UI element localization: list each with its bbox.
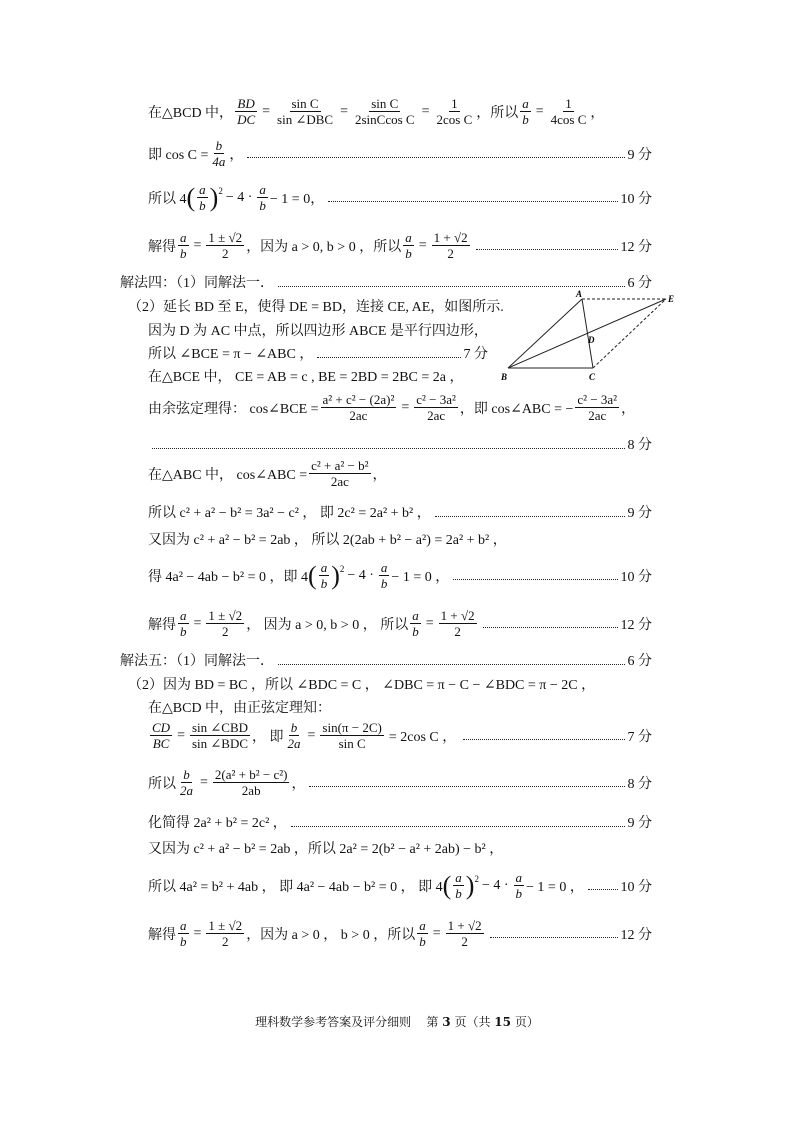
m5-line-3: $\frac{CD}{BC}$ = $\frac{\text{sin ∠CBD}}{\text{sin ∠BDC}}$ ， 即 $\frac{b}{2a}$ = $\frac{\sin(\pi - 2C)}{\text{sin C}}$ = 2cos C ， 7 分 (152, 720, 652, 751)
m4-line-8: 所以 c² + a² − b² = 3a² − c² ， 即 2c² = 2a² + b² ， 9 分 (148, 502, 652, 522)
score: 7 分 (627, 729, 652, 745)
m5-line-6: 又因为 c² + a² − b² = 2ab ，所以 2a² = 2(b² − a² + 2ab) − b² ， (148, 842, 504, 857)
m5-line-2: 在△BCD 中，由正弦定理知： (148, 701, 332, 716)
score: 12 分 (620, 927, 652, 943)
line-1: 在△BCD 中， $\frac{BD}{DC}$ = $\frac{\text{sin C}}{\text{sin ∠DBC}}$ = $\frac{\text{sin C}}{\text{2sinCcos C}}$ = $\frac{1}{\text{2cos C}}$ ，所以 $\frac{a}{b}$ = $\frac{1}{\text{4cos C}}$ ， (148, 96, 605, 127)
fraction: $\frac{1 \pm √2}{2}$ (208, 918, 243, 949)
dot-leader (453, 579, 617, 580)
segment-bd (508, 299, 666, 368)
fraction: $\frac{\text{sin ∠CBD}}{\text{sin ∠BDC}}$ (191, 720, 249, 751)
m4-line-2: 因为 D 为 AC 中点，所以四边形 ABCE 是平行四边形， (148, 324, 488, 339)
page-footer: 理科数学参考答案及评分细则 第 3 页（共 15 页） (255, 1015, 539, 1029)
fraction: $\frac{\text{c² − 3a²}}{2ac}$ (416, 392, 456, 423)
dot-leader (483, 627, 618, 628)
m4-line-5: 由余弦定理得： cos∠BCE = $\frac{\text{a² + c² − (2a)²}}{2ac}$ = $\frac{\text{c² − 3a²}}{2ac}$ ，即 cos∠ABC = − $\frac{\text{c² − 3a²}}{2ac}$ ， (148, 392, 636, 423)
m5-line-1: （2）因为 BD = BC ，所以 ∠BDC = C ， ∠DBC = π − C − ∠BDC = π − 2C ， (128, 678, 596, 693)
score: 9 分 (627, 506, 652, 521)
method-4-title: 解法四：（1）同解法一． 6 分 (120, 272, 652, 292)
line-3: 所以 4 ( $\frac{a}{b}$ ) 2 − 4 · $\frac{a}{b}$ − 1 = 0， 10 分 (148, 182, 652, 213)
m4-line-7: 在△ABC 中， cos∠ABC = $\frac{\text{c² + a² − b²}}{2ac}$ ， (148, 458, 387, 489)
fraction: $\frac{a}{b}$ (419, 918, 426, 949)
fraction: $\frac{\sin(\pi - 2C)}{\text{sin C}}$ (322, 720, 382, 751)
footer-title: 理科数学参考答案及评分细则 (255, 1015, 412, 1029)
fraction: $\frac{CD}{BC}$ (152, 720, 171, 751)
dot-leader (463, 739, 624, 740)
parallelogram-figure (496, 290, 681, 385)
label-d: D (588, 335, 595, 345)
line-2: 即 cos C = $\frac{b}{4a}$ ， 9 分 (148, 138, 652, 169)
m4-line-11: 解得 $\frac{a}{b}$ = $\frac{1 \pm √2}{2}$ ， 因为 a > 0, b > 0 ， 所以 $\frac{a}{b}$ = $\frac{1 + √2}{2}$ 12 分 (148, 608, 652, 639)
fraction: $\frac{a}{b}$ (180, 608, 187, 639)
score: 10 分 (620, 569, 652, 585)
score: 6 分 (627, 654, 652, 669)
dot-leader (588, 889, 618, 890)
fraction: $\frac{a}{b}$ (405, 230, 412, 261)
segment-ce (593, 299, 666, 368)
dot-leader (317, 357, 460, 358)
score: 9 分 (627, 816, 652, 831)
fraction: $\frac{\text{2(a² + b² − c²)}}{2ab}$ (214, 767, 288, 798)
dot-leader (309, 786, 624, 787)
fraction: $\frac{1}{\text{2cos C}}$ (436, 96, 473, 127)
label-a: A (576, 290, 583, 299)
fraction: $\frac{1}{\text{4cos C}}$ (550, 96, 587, 127)
fraction: $\frac{1 \pm √2}{2}$ (208, 230, 243, 261)
fraction: $\frac{a}{b}$ (412, 608, 419, 639)
fraction: $\frac{1 + √2}{2}$ (433, 230, 468, 261)
method-5-title: 解法五：（1）同解法一． 6 分 (120, 650, 652, 670)
fraction: $\frac{\text{c² + a² − b²}}{2ac}$ (311, 458, 369, 489)
fraction: $\frac{\text{sin C}}{\text{2sinCcos C}}$ (354, 96, 415, 127)
label-e: E (668, 294, 675, 304)
fraction: $\frac{\text{sin C}}{\text{sin ∠DBC}}$ (277, 96, 334, 127)
dot-leader (247, 157, 624, 158)
m4-line-6 (148, 434, 652, 454)
m4-line-10: 得 4a² − 4ab − b² = 0 ，即 4 ( $\frac{a}{b}$ ) 2 − 4 · $\frac{a}{b}$ − 1 = 0 ， 10 分 (148, 560, 652, 591)
fraction: $\frac{BD}{DC}$ (237, 96, 256, 127)
fraction: $\frac{\text{c² − 3a²}}{2ac}$ (577, 392, 618, 423)
dot-leader (328, 201, 617, 202)
m4-line-4: 在△BCE 中， CE = AB = c , BE = 2BD = 2BC = 2a ， (148, 370, 464, 385)
m5-line-4: 所以 $\frac{b}{2a}$ = $\frac{\text{2(a² + b² − c²)}}{2ab}$ ， 8 分 (148, 767, 652, 798)
m4-line-9: 又因为 c² + a² − b² = 2ab ， 所以 2(2ab + b² − a²) = 2a² + b² ， (148, 533, 507, 548)
score: 7 分 (463, 347, 488, 362)
page-total: 15 (494, 1015, 511, 1029)
fraction: $\frac{1 + √2}{2}$ (440, 608, 475, 639)
score: 8 分 (627, 438, 652, 453)
fraction: $\frac{a}{b}$ (455, 870, 462, 901)
fraction: $\frac{a}{b}$ (259, 182, 266, 213)
dot-leader (278, 664, 625, 665)
m5-line-8: 解得 $\frac{a}{b}$ = $\frac{1 \pm √2}{2}$ ，因为 a > 0 ， b > 0 ，所以 $\frac{a}{b}$ = $\frac{1 + √2}{2}$ 12 分 (148, 918, 652, 949)
fraction: $\frac{b}{2a}$ (287, 720, 301, 751)
dot-leader (476, 249, 618, 250)
dot-leader (435, 516, 625, 517)
score: 10 分 (620, 879, 652, 895)
m4-line-1: （2）延长 BD 至 E，使得 DE = BD，连接 CE, AE，如图所示. (128, 300, 504, 315)
m4-line-3: 所以 ∠BCE = π − ∠ABC ， 7 分 (148, 343, 488, 363)
segment-ba (508, 299, 582, 368)
fraction: $\frac{b}{2a}$ (180, 767, 193, 798)
page-number: 3 (442, 1015, 451, 1029)
score: 12 分 (620, 239, 652, 255)
fraction: $\frac{\text{a² + c² − (2a)²}}{2ac}$ (322, 392, 395, 423)
fraction: $\frac{1 \pm √2}{2}$ (208, 608, 243, 639)
dot-leader (490, 937, 618, 938)
dot-leader (291, 826, 625, 827)
fraction: $\frac{a}{b}$ (515, 870, 523, 901)
fraction: $\frac{a}{b}$ (180, 230, 187, 261)
m5-line-5: 化简得 2a² + b² = 2c² ， 9 分 (148, 812, 652, 832)
fraction: $\frac{b}{4a}$ (212, 138, 226, 169)
score: 6 分 (627, 276, 652, 291)
m5-line-7: 所以 4a² = b² + 4ab ， 即 4a² − 4ab − b² = 0 ， 即 4 ( $\frac{a}{b}$ ) 2 − 4 · $\frac{a}{b}$ − 1 = 0 ， 10 分 (148, 870, 652, 901)
fraction: $\frac{a}{b}$ (320, 560, 328, 591)
fraction: $\frac{a}{b}$ (199, 182, 206, 213)
dot-leader (278, 286, 625, 287)
fraction: $\frac{1 + √2}{2}$ (447, 918, 482, 949)
fraction: $\frac{a}{b}$ (522, 96, 529, 127)
score: 9 分 (627, 147, 652, 163)
line-4: 解得 $\frac{a}{b}$ = $\frac{1 \pm √2}{2}$ ，因为 a > 0, b > 0 ，所以 $\frac{a}{b}$ = $\frac{1 + √2}{2}$ 12 分 (148, 230, 652, 261)
score: 8 分 (627, 776, 652, 792)
label-c: C (589, 372, 596, 382)
dot-leader (152, 448, 625, 449)
score: 12 分 (620, 617, 652, 633)
score: 10 分 (620, 191, 652, 207)
label-b: B (501, 372, 508, 382)
fraction: $\frac{a}{b}$ (380, 560, 388, 591)
fraction: $\frac{a}{b}$ (180, 918, 187, 949)
